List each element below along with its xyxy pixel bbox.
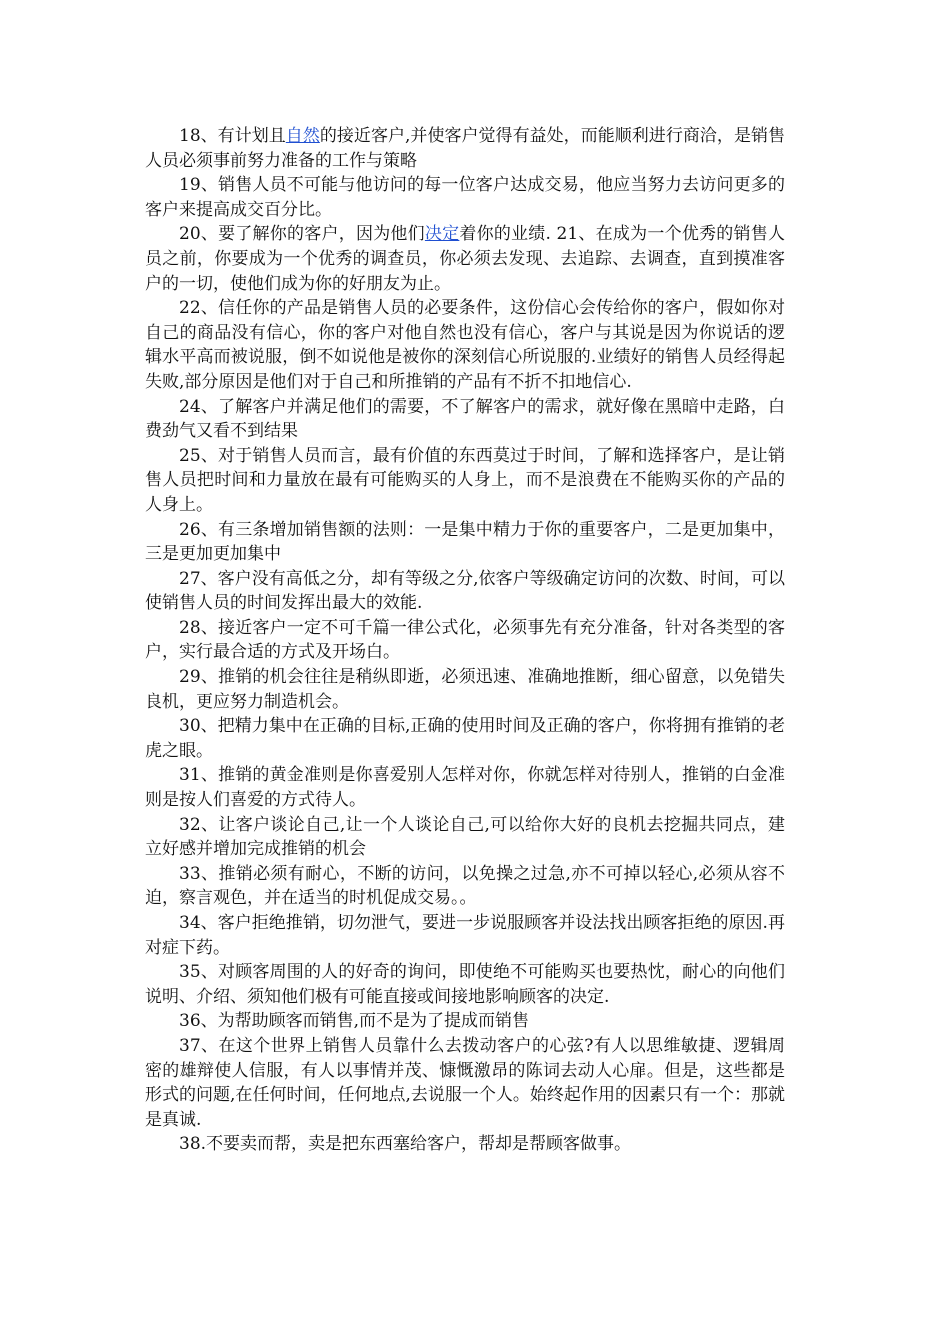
paragraph-p22 [145,296,785,394]
paragraph-text: 的接近客户,并使客户觉得有益处，而能顺利进行商洽，是销售人员必须事前努力准备的工作与策略 [145,126,785,171]
paragraph-text: 着你的业绩. 21、在成为一个优秀的销售人员之前，你要成为一个优秀的调查员，你必须去发现、去追踪、去调查，直到摸准客户的一切，使他们成为你的好朋友为止。 [145,224,785,294]
document-page [145,124,785,1157]
paragraph-text: 36、为帮助顾客而销售,而不是为了提成而销售 [179,1011,530,1032]
paragraph-p20 [145,222,785,296]
paragraph-text: 37、在这个世界上销售人员靠什么去拨动客户的心弦?有人以思维敏捷、逻辑周密的雄辩使人信服，有人以事情并茂、慷慨激昂的陈词去动人心扉。但是，这些都是形式的问题,在任何时间，任何地点,去说服一个人。始终起作用的因素只有一个：那就是真诚. [145,1035,785,1130]
paragraph-text: 35、对顾客周围的人的好奇的询问，即使绝不可能购买也要热忱，耐心的向他们说明、介绍、须知他们极有可能直接或间接地影响顾客的决定. [145,962,785,1007]
paragraph-text: 22、信任你的产品是销售人员的必要条件，这份信心会传给你的客户，假如你对自己的商品没有信心，你的客户对他自然也没有信心，客户与其说是因为你说话的逻辑水平高而被说服，倒不如说他是被你的深刻信心所说服的.业绩好的销售人员经得起失败,部分原因是他们对于自己和所推销的产品有不折不扣地信心. [145,298,785,392]
paragraph-text: 31、推销的黄金准则是你喜爱别人怎样对你，你就怎样对待别人，推销的白金准则是按人们喜爱的方式待人。 [145,765,785,811]
paragraph-p38 [145,1132,785,1157]
paragraph-p28 [145,616,785,665]
paragraph-p19 [145,173,785,222]
paragraph-p31 [145,763,785,812]
paragraph-p33 [145,862,785,911]
paragraph-text: 25、对于销售人员而言，最有价值的东西莫过于时间，了解和选择客户，是让销售人员把时间和力量放在最有可能购买的人身上，而不是浪费在不能购买你的产品的人身上。 [145,445,785,515]
paragraph-p35 [145,960,785,1009]
paragraph-text: 32、让客户谈论自己,让一个人谈论自己,可以给你大好的良机去挖掘共同点，建立好感并增加完成推销的机会 [145,814,785,860]
paragraph-text: 33、推销必须有耐心，不断的访问，以免操之过急,亦不可掉以轻心,必须从容不迫，察言观色，并在适当的时机促成交易。。 [145,863,785,909]
paragraph-text: 24、了解客户并满足他们的需要，不了解客户的需求，就好像在黑暗中走路，白费劲气又看不到结果 [145,396,785,442]
paragraph-text: 28、接近客户一定不可千篇一律公式化，必须事先有充分准备，针对各类型的客户，实行最合适的方式及开场白。 [145,617,785,663]
paragraph-p29 [145,665,785,714]
paragraph-p30 [145,714,785,763]
paragraph-p37 [145,1034,785,1132]
paragraph-text: 34、客户拒绝推销，切勿泄气，要进一步说服顾客并设法找出顾客拒绝的原因.再对症下药。 [145,913,785,958]
paragraph-text: 20、要了解你的客户，因为他们 [179,224,425,245]
inline-link[interactable]: 自然 [285,126,320,146]
paragraph-p32 [145,813,785,862]
paragraph-p25 [145,444,785,518]
paragraph-p18 [145,124,785,173]
paragraph-p36 [145,1009,785,1034]
paragraph-text: 30、把精力集中在正确的目标,正确的使用时间及正确的客户，你将拥有推销的老虎之眼。 [145,716,785,761]
paragraph-p24 [145,395,785,444]
paragraph-p27 [145,567,785,616]
paragraph-text: 27、客户没有高低之分，却有等级之分,依客户等级确定访问的次数、时间，可以使销售人员的时间发挥出最大的效能. [145,568,785,614]
paragraph-text: 38.不要卖而帮，卖是把东西塞给客户，帮却是帮顾客做事。 [179,1134,632,1155]
paragraph-text: 19、销售人员不可能与他访问的每一位客户达成交易，他应当努力去访问更多的客户来提高成交百分比。 [145,175,785,220]
paragraph-p26 [145,518,785,567]
paragraph-text: 29、推销的机会往往是稍纵即逝，必须迅速、准确地推断，细心留意，以免错失良机，更应努力制造机会。 [145,667,785,712]
paragraph-text: 18、有计划且 [179,126,286,146]
paragraph-p34 [145,911,785,960]
inline-link[interactable]: 决定 [424,224,460,245]
paragraph-text: 26、有三条增加销售额的法则：一是集中精力于你的重要客户，二是更加集中，三是更加更加集中 [145,519,785,565]
